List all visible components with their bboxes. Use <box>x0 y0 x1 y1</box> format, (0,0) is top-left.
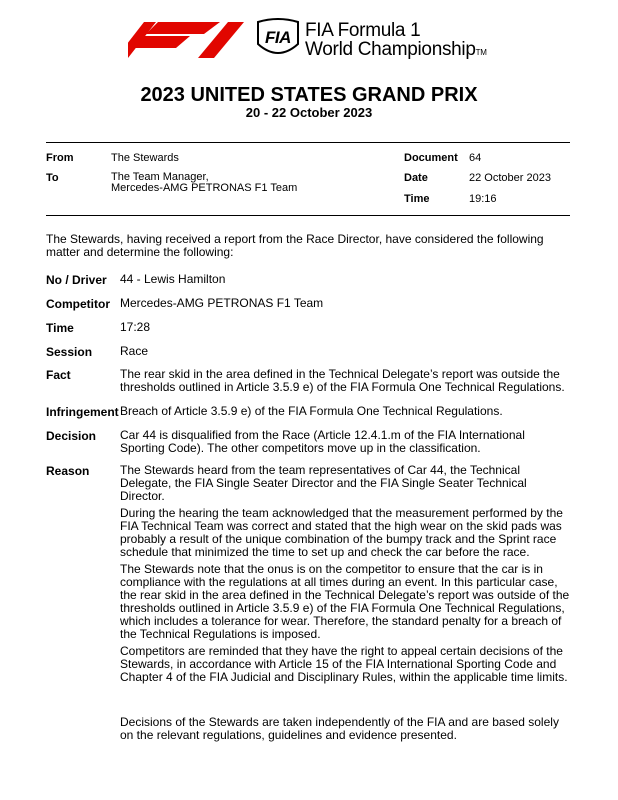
fact-label: Fact <box>46 368 71 382</box>
championship-title-line1: FIA Formula 1 <box>305 20 421 41</box>
incident-time-value: 17:28 <box>120 320 151 334</box>
decision-label: Decision <box>46 429 97 443</box>
bottom-divider <box>46 215 570 216</box>
date-label: Date <box>404 172 428 184</box>
reason-label: Reason <box>46 464 90 478</box>
competitor-value: Mercedes-AMG PETRONAS F1 Team <box>120 296 324 310</box>
time-label: Time <box>404 193 430 205</box>
infringement-value: Breach of Article 3.5.9 e) of the FIA Formula One Technical Regulations. <box>120 404 503 418</box>
reason-paragraph: Competitors are reminded that they have the right to appeal certain decisions of the Stewards, in accordance with Article 15 of the FIA International Sporting Code and Chapter 4 of the FIA Judicial and Disciplinary Rules, within the applicable time limits. <box>120 644 568 684</box>
incident-time-label: Time <box>46 321 74 335</box>
reason-text <box>120 464 572 688</box>
reason-paragraph: During the hearing the team acknowledged that the measurement performed by the FIA Technical Team was correct and stated that the high wear on the skid pads was probably a result of the unique combination of the bumpy track and the Sprint race schedule that minimized the time to set up and check the car before the race. <box>120 506 563 559</box>
event-dates: 20 - 22 October 2023 <box>245 105 373 120</box>
to-value <box>111 172 297 194</box>
from-value: The Stewards <box>111 152 179 164</box>
date-value: 22 October 2023 <box>469 172 551 184</box>
session-value: Race <box>120 344 149 358</box>
time-value: 19:16 <box>469 193 497 205</box>
decision-value: Car 44 is disqualified from the Race (Article 12.4.1.m of the FIA International Sporting Code). The other competitors move up in the classification. <box>120 428 525 455</box>
to-label: To <box>46 172 59 184</box>
document-number: 64 <box>469 152 482 164</box>
fia-badge <box>254 18 302 60</box>
to-value-line2: Mercedes-AMG PETRONAS F1 Team <box>111 182 298 194</box>
top-divider <box>46 142 570 143</box>
to-value-line1: The Team Manager, <box>111 171 209 183</box>
document-title: 2023 UNITED STATES GRAND PRIX <box>140 84 478 106</box>
reason-paragraph: The Stewards note that the onus is on the competitor to ensure that the car is in compliance with the regulations at all times during an event. In this particular case, the rear skid in the area defined in the Technical Delegate’s report was outside of the thresholds outlined in Article 3.5.9 e) of the FIA Formula One Technical Regulations, which includes a tolerance for wear. Therefore, the standard penalty for a breach of the Technical Regulations is imposed. <box>120 562 570 641</box>
competitor-label: Competitor <box>46 297 110 311</box>
f1-logo <box>128 22 244 58</box>
driver-value: 44 - Lewis Hamilton <box>120 272 226 286</box>
reason-paragraph: The Stewards heard from the team representatives of Car 44, the Technical Delegate, the FIA Single Seater Director and the FIA Single Seater Technical Director. <box>120 463 527 503</box>
driver-label: No / Driver <box>46 273 107 287</box>
f1-logo-top-stroke <box>146 22 220 34</box>
championship-title-line2 <box>305 39 487 61</box>
session-label: Session <box>46 345 93 359</box>
infringement-label: Infringement <box>46 405 119 419</box>
from-label: From <box>46 152 74 164</box>
footer-note: Decisions of the Stewards are taken independently of the FIA and are based solely on the relevant regulations, guidelines and evidence presented. <box>120 715 559 742</box>
championship-title-line2-text: World Championship <box>305 39 476 60</box>
document-label: Document <box>404 152 458 164</box>
intro-paragraph: The Stewards, having received a report from the Race Director, have considered the following matter and determine the following: <box>46 232 544 259</box>
fact-value: The rear skid in the area defined in the Technical Delegate’s report was outside the thresholds outlined in Article 3.5.9 e) of the FIA Formula One Technical Regulations. <box>120 367 565 394</box>
trademark-symbol: TM <box>475 48 487 57</box>
fia-badge-text: FIA <box>265 28 291 47</box>
